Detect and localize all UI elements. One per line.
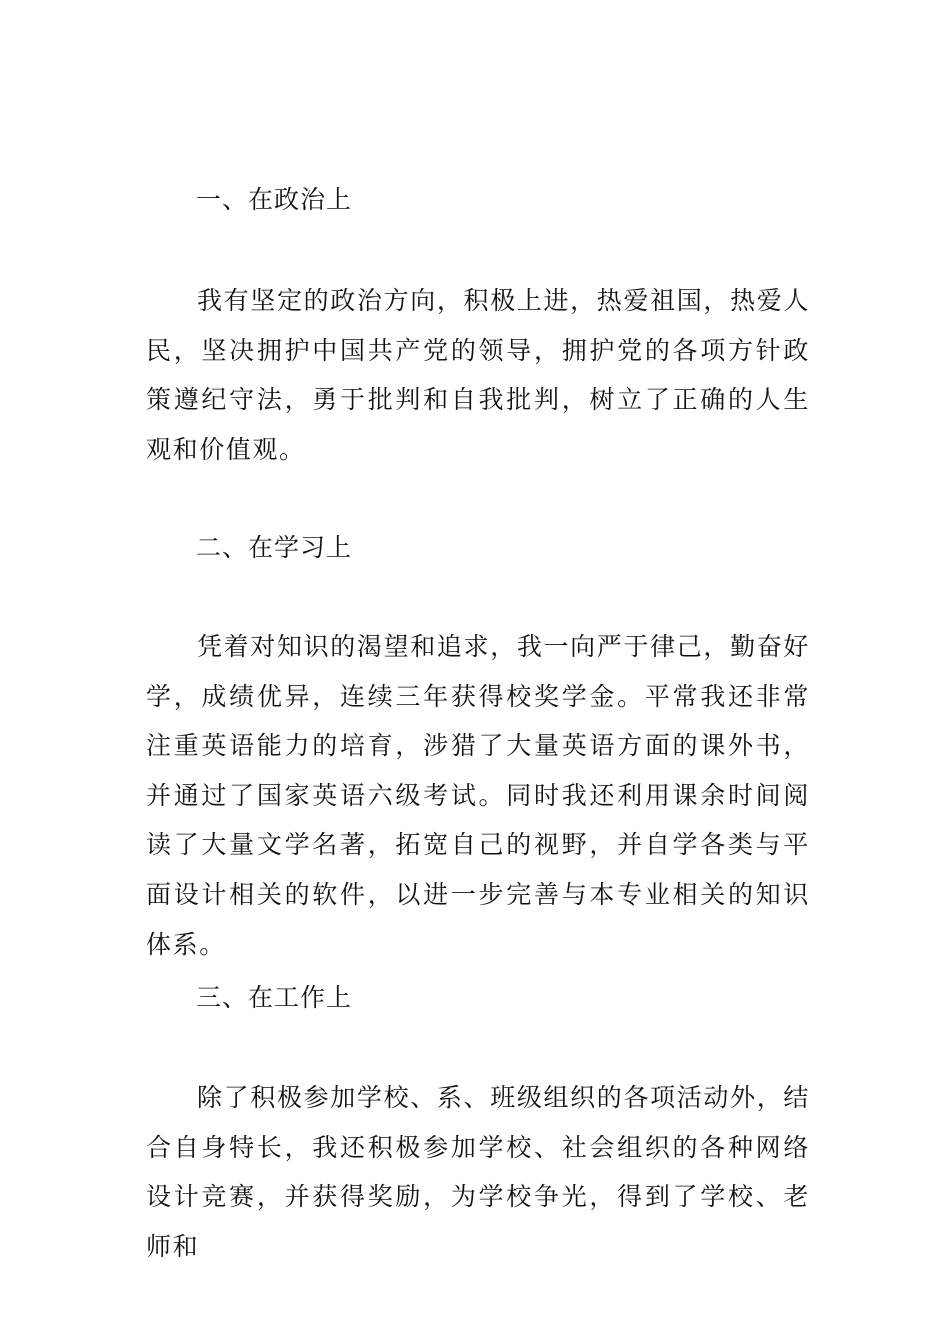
- section-paragraph-politics: 我有坚定的政治方向，积极上进，热爱祖国，热爱人民，坚决拥护中国共产党的领导，拥护党的各项方针政策遵纪守法，勇于批判和自我批判，树立了正确的人生观和价值观。: [146, 286, 810, 464]
- section-paragraph-work: 除了积极参加学校、系、班级组织的各项活动外，结合自身特长，我还积极参加学校、社会组织的各种网络设计竞赛，并获得奖励，为学校争光，得到了学校、老师和: [146, 1083, 810, 1261]
- section-heading-work: 三、在工作上: [196, 983, 353, 1012]
- section-paragraph-study: 凭着对知识的渴望和追求，我一向严于律己，勤奋好学，成绩优异，连续三年获得校奖学金。平常我还非常注重英语能力的培育，涉猎了大量英语方面的课外书，并通过了国家英语六级考试。同时我还利用课余时间阅读了大量文学名著，拓宽自己的视野，并自学各类与平面设计相关的软件，以进一步完善与本专业相关的知识体系。: [146, 632, 810, 959]
- section-heading-politics: 一、在政治上: [196, 185, 353, 214]
- section-heading-study: 二、在学习上: [196, 533, 353, 562]
